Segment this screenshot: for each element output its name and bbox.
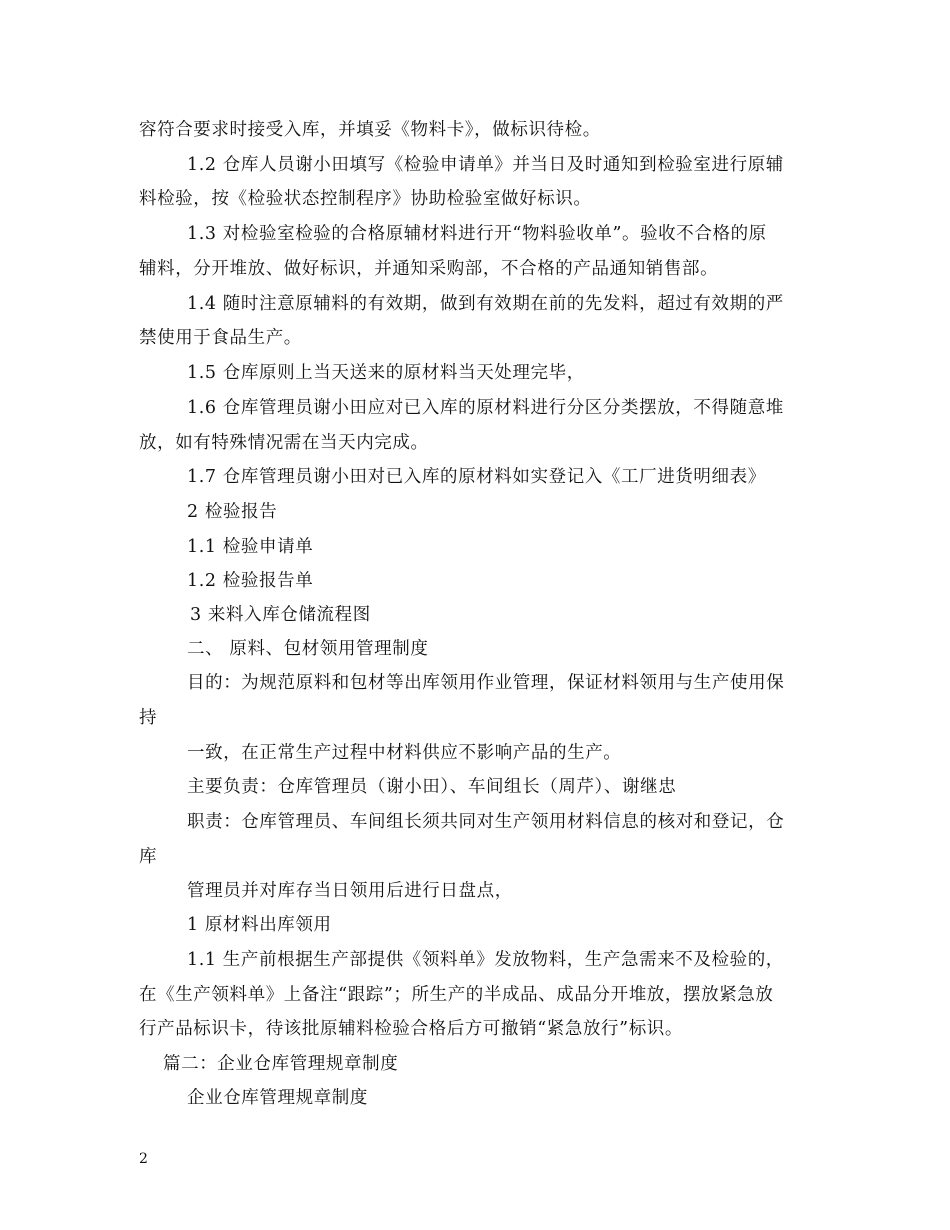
body-text-line: 主要负责：仓库管理员（谢小田）、车间组长（周芹）、谢继忠	[187, 777, 677, 797]
body-text-line: 1.2 检验报告单	[187, 571, 314, 591]
body-text-line: 职责：仓库管理员、车间组长须共同对生产领用材料信息的核对和登记，仓	[187, 812, 785, 832]
body-text-line: 3 来料入库仓储流程图	[190, 605, 371, 625]
body-text-line: 2 检验报告	[187, 502, 278, 522]
body-text-line: 1.1 生产前根据生产部提供《领料单》发放物料，生产急需来不及检验的，	[187, 950, 784, 970]
body-text-line: 1.1 检验申请单	[187, 537, 314, 557]
body-text-line: 辅料，分开堆放、做好标识，并通知采购部，不合格的产品通知销售部。	[139, 259, 719, 279]
section-heading: 二、 原料、包材领用管理制度	[187, 639, 429, 659]
page-number: 2	[139, 1151, 148, 1167]
body-text-line: 1.4 随时注意原辅料的有效期，做到有效期在前的先发料，超过有效期的严	[187, 294, 784, 314]
body-text-line: 禁使用于食品生产。	[139, 328, 302, 348]
body-text-line: 在《生产领料单》上备注“跟踪”；所生产的半成品、成品分开堆放，摆放紧急放	[139, 985, 774, 1005]
body-text-line: 1.6 仓库管理员谢小田应对已入库的原材料进行分区分类摆放，不得随意堆	[187, 398, 784, 418]
body-text-line: 1.3 对检验室检验的合格原辅材料进行开“物料验收单”。验收不合格的原	[187, 224, 767, 244]
body-text-line: 放，如有特殊情况需在当天内完成。	[139, 433, 429, 453]
body-text-line: 料检验，按《检验状态控制程序》协助检验室做好标识。	[139, 189, 592, 209]
section-title: 企业仓库管理规章制度	[187, 1088, 368, 1108]
body-text-line: 持	[139, 708, 158, 728]
body-text-line: 一致，在正常生产过程中材料供应不影响产品的生产。	[187, 743, 622, 763]
body-text-line: 1.7 仓库管理员谢小田对已入库的原材料如实登记入《工厂进货明细表》	[187, 467, 766, 487]
body-text-line: 1.5 仓库原则上当天送来的原材料当天处理完毕，	[187, 363, 585, 383]
body-text-line: 行产品标识卡，待该批原辅料检验合格后方可撤销“紧急放行”标识。	[139, 1019, 683, 1039]
body-text-line: 库	[139, 847, 158, 867]
body-text-line: 目的：为规范原料和包材等出库领用作业管理，保证材料领用与生产使用保	[187, 673, 785, 693]
body-text-line: 1.2 仓库人员谢小田填写《检验申请单》并当日及时通知到检验室进行原辅	[187, 155, 784, 175]
section-heading: 篇二：企业仓库管理规章制度	[163, 1054, 399, 1074]
body-text-line: 1 原材料出库领用	[187, 915, 332, 935]
body-text-line: 容符合要求时接受入库，并填妥《物料卡》，做标识待检。	[139, 120, 601, 140]
body-text-line: 管理员并对库存当日领用后进行日盘点，	[187, 881, 513, 901]
